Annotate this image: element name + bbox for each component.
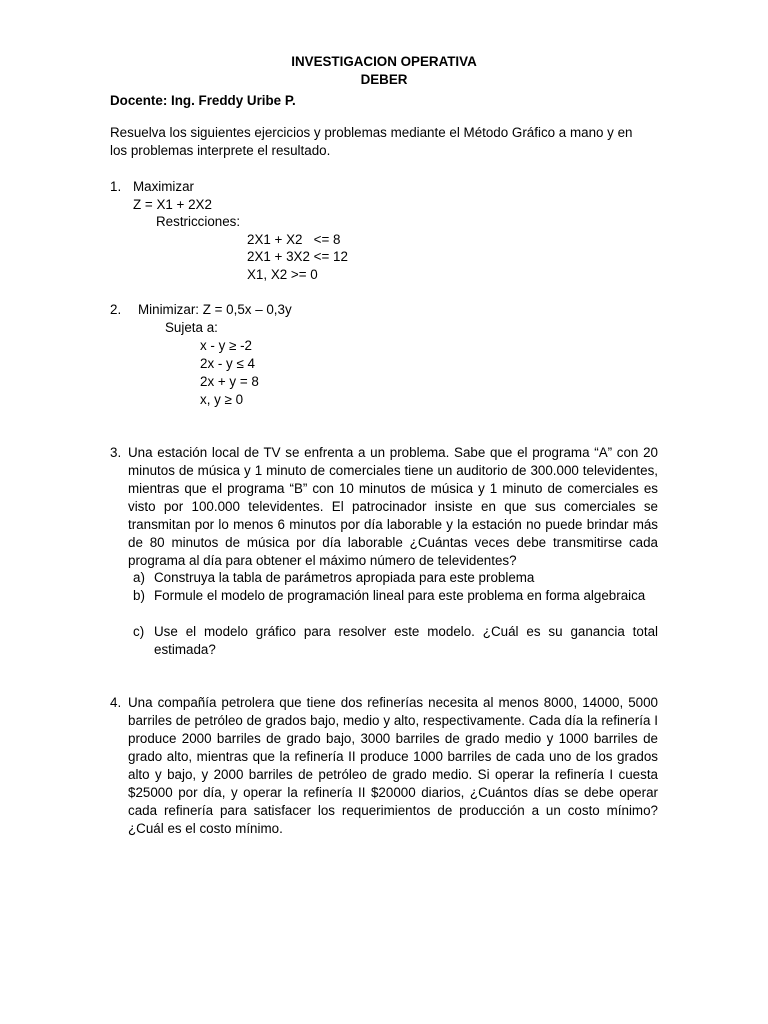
problem-1-constraint: 2X1 + 3X2 <= 12 <box>247 249 348 264</box>
problem-2-constraint: 2x - y ≤ 4 <box>200 356 255 371</box>
problem-2-constraint: x - y ≥ -2 <box>200 338 252 353</box>
document-title: INVESTIGACION OPERATIVA <box>291 54 477 69</box>
instructions-line-2: los problemas interprete el resultado. <box>110 143 331 158</box>
problem-1-number: 1. <box>110 179 122 194</box>
document-subtitle: DEBER <box>360 72 408 87</box>
problem-3-number: 3. <box>110 445 122 460</box>
instructions-line-1: Resuelva los siguientes ejercicios y problemas mediante el Método Gráfico a mano y en <box>110 125 633 140</box>
problem-2-subject-label: Sujeta a: <box>165 320 218 335</box>
problem-3-item-label: b) <box>133 588 145 603</box>
problem-2-constraint: 2x + y = 8 <box>200 374 259 389</box>
problem-2-title: Minimizar: Z = 0,5x – 0,3y <box>138 302 292 317</box>
problem-4-text: Una compañía petrolera que tiene dos refinerías necesita al menos 8000, 14000, 5000 barriles de petróleo de grados bajo, medio y alto, respectivamente. Cada día la refinería I produce 2000 barriles de grado bajo, 3000 barriles de grado medio y 1000 barriles de grado alto, mientras que la refinería II produce 1000 barriles de cada uno de los grados alto y bajo, y 2000 barriles de petróleo de grado medio. Si operar la refinería I cuesta $25000 por día, y operar la refinería II $20000 diarios, ¿Cuántos días se debe operar cada refinería para satisfacer los requerimientos de producción a un costo mínimo? ¿Cuál es el costo mínimo. <box>128 695 658 836</box>
problem-1-title: Maximizar <box>133 179 195 194</box>
problem-3-text: Una estación local de TV se enfrenta a un problema. Sabe que el programa “A” con 20 minutos de música y 1 minuto de comerciales tiene un auditorio de 300.000 televidentes, mientras que el programa “B” con 10 minutos de música y 1 minuto de comerciales es visto por 100.000 televidentes. El patrocinador insiste en que sus comerciales se transmitan por lo menos 6 minutos por día laborable y la estación no puede brindar más de 80 minutos de música por día laborable ¿Cuántas veces debe transmitirse cada programa al día para obtener el máximo número de televidentes? <box>128 445 658 568</box>
problem-1-restrictions-label: Restricciones: <box>156 214 241 229</box>
problem-1-constraint: 2X1 + X2 <= 8 <box>247 232 341 247</box>
problem-1-constraint: X1, X2 >= 0 <box>247 267 318 282</box>
problem-3-item-text: Formule el modelo de programación lineal para este problema en forma algebraica <box>154 588 646 603</box>
problem-3-item-text: Construya la tabla de parámetros apropiada para este problema <box>154 570 535 585</box>
problem-4-number: 4. <box>110 695 122 710</box>
teacher-line: Docente: Ing. Freddy Uribe P. <box>110 93 296 108</box>
problem-3-item-text: Use el modelo gráfico para resolver este modelo. ¿Cuál es su ganancia total estimada? <box>154 624 658 657</box>
problem-2-constraint: x, y ≥ 0 <box>200 392 244 407</box>
problem-3-item-label: a) <box>133 570 145 585</box>
problem-1-objective: Z = X1 + 2X2 <box>133 197 212 212</box>
problem-2-number: 2. <box>110 302 122 317</box>
problem-3-item-label: c) <box>133 624 145 639</box>
